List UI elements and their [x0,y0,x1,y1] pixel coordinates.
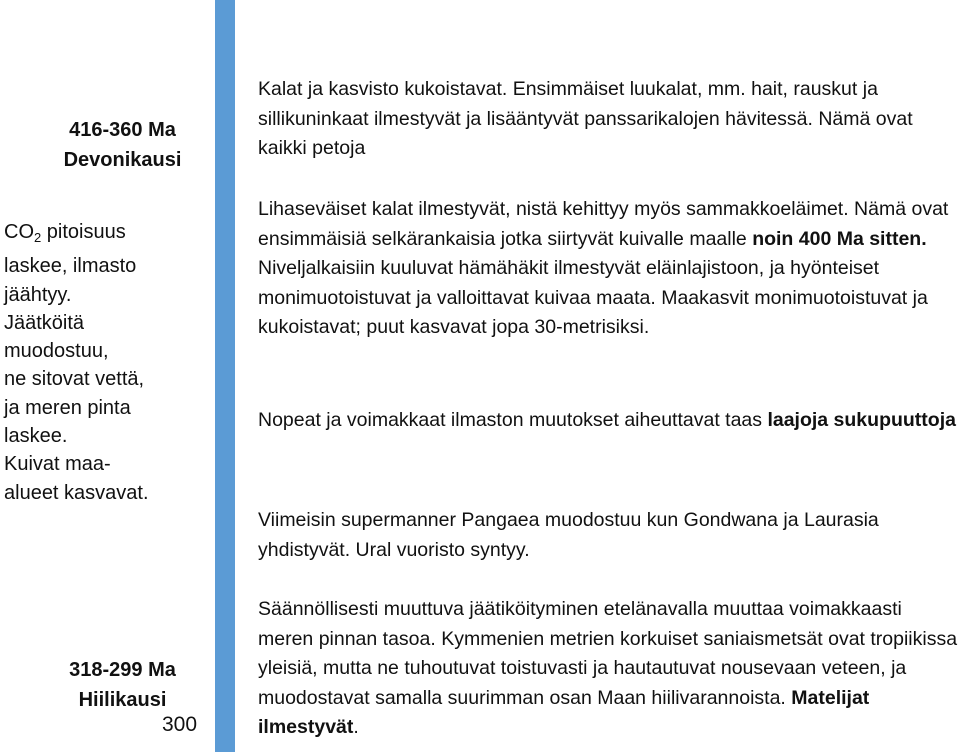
era-label-devonian [40,115,205,175]
paragraph-text: Lihaseväiset kalat ilmestyvät, nistä kehittyy myös sammakkoeläimet. Nämä ovat ensimmäisiä selkärankaisia jotka siirtyvät kuivalle maalle [258,198,949,250]
timeline-bar [215,0,235,752]
side-note-climate [4,218,209,507]
side-note-line: Jäätköitä [4,311,85,334]
side-note-line: laskee. [4,425,68,448]
side-note-line: laskee, ilmasto [4,255,137,278]
paragraph-text: Säännöllisesti muuttuva jäätiköityminen etelänavalla muuttaa voimakkaasti meren pinnan tasoa. Kymmenien metrien korkuiset saniaismetsät ovat tropiikissa yleisiä, mutta ne tuhoutuvat toistuvasti ja hautautuvat nousevaan veteen, ja muodostavat samalla suurimman osan Maan hiilivarannoista. [258,598,958,709]
side-note-line [4,218,209,252]
side-note-line: muodostuu, [4,340,109,363]
paragraph-land-colonization [258,195,958,343]
side-note-line: ja meren pinta [4,396,131,419]
era-label-carboniferous [40,655,205,715]
co2-subscript: 2 [34,230,42,245]
paragraph-bold-text: noin 400 Ma sitten. [752,227,927,250]
co2-text: CO [4,221,34,243]
paragraph-extinctions [258,406,958,436]
side-note-line: ne sitovat vettä, [4,368,145,391]
paragraph-glaciation-coal [258,595,958,743]
paragraph-bold-text: Matelijat ilmestyvät [258,686,870,738]
side-note-line: Kuivat maa- [4,453,111,476]
paragraph-fish-flourish: Kalat ja kasvisto kukoistavat. Ensimmäiset luukalat, mm. hait, rauskut ja sillikuninkaat ilmestyvät ja lisääntyvät panssarikalojen hävitessä. Nämä ovat kaikki petoja [258,78,913,159]
page-number: 300 [162,713,198,736]
era-years: 416-360 Ma [69,119,176,141]
paragraph-bold-text: laajoja sukupuuttoja [767,409,956,431]
era-name: Hiilikausi [78,689,167,711]
side-note-line: alueet kasvavat. [4,481,149,504]
paragraph-pangaea: Viimeisin supermanner Pangaea muodostuu kun Gondwana ja Laurasia yhdistyvät. Ural vuoristo syntyy. [258,509,879,561]
paragraph-text: . [353,716,359,738]
paragraph-text: Niveljalkaisiin kuuluvat hämähäkit ilmestyvät eläinlajistoon, ja hyönteiset monimuotoistuvat ja valloittavat kuivaa maata. Maakasvit monimuotoistuvat ja kukoistavat; puut kasvavat jopa 30-metrisiksi. [258,257,928,338]
era-years: 318-299 Ma [69,659,176,681]
era-name: Devonikausi [63,149,182,171]
co2-rest: pitoisuus [41,221,126,243]
paragraph-text: Nopeat ja voimakkaat ilmaston muutokset aiheuttavat taas [258,409,768,431]
side-note-line: jäähtyy. [4,283,72,306]
